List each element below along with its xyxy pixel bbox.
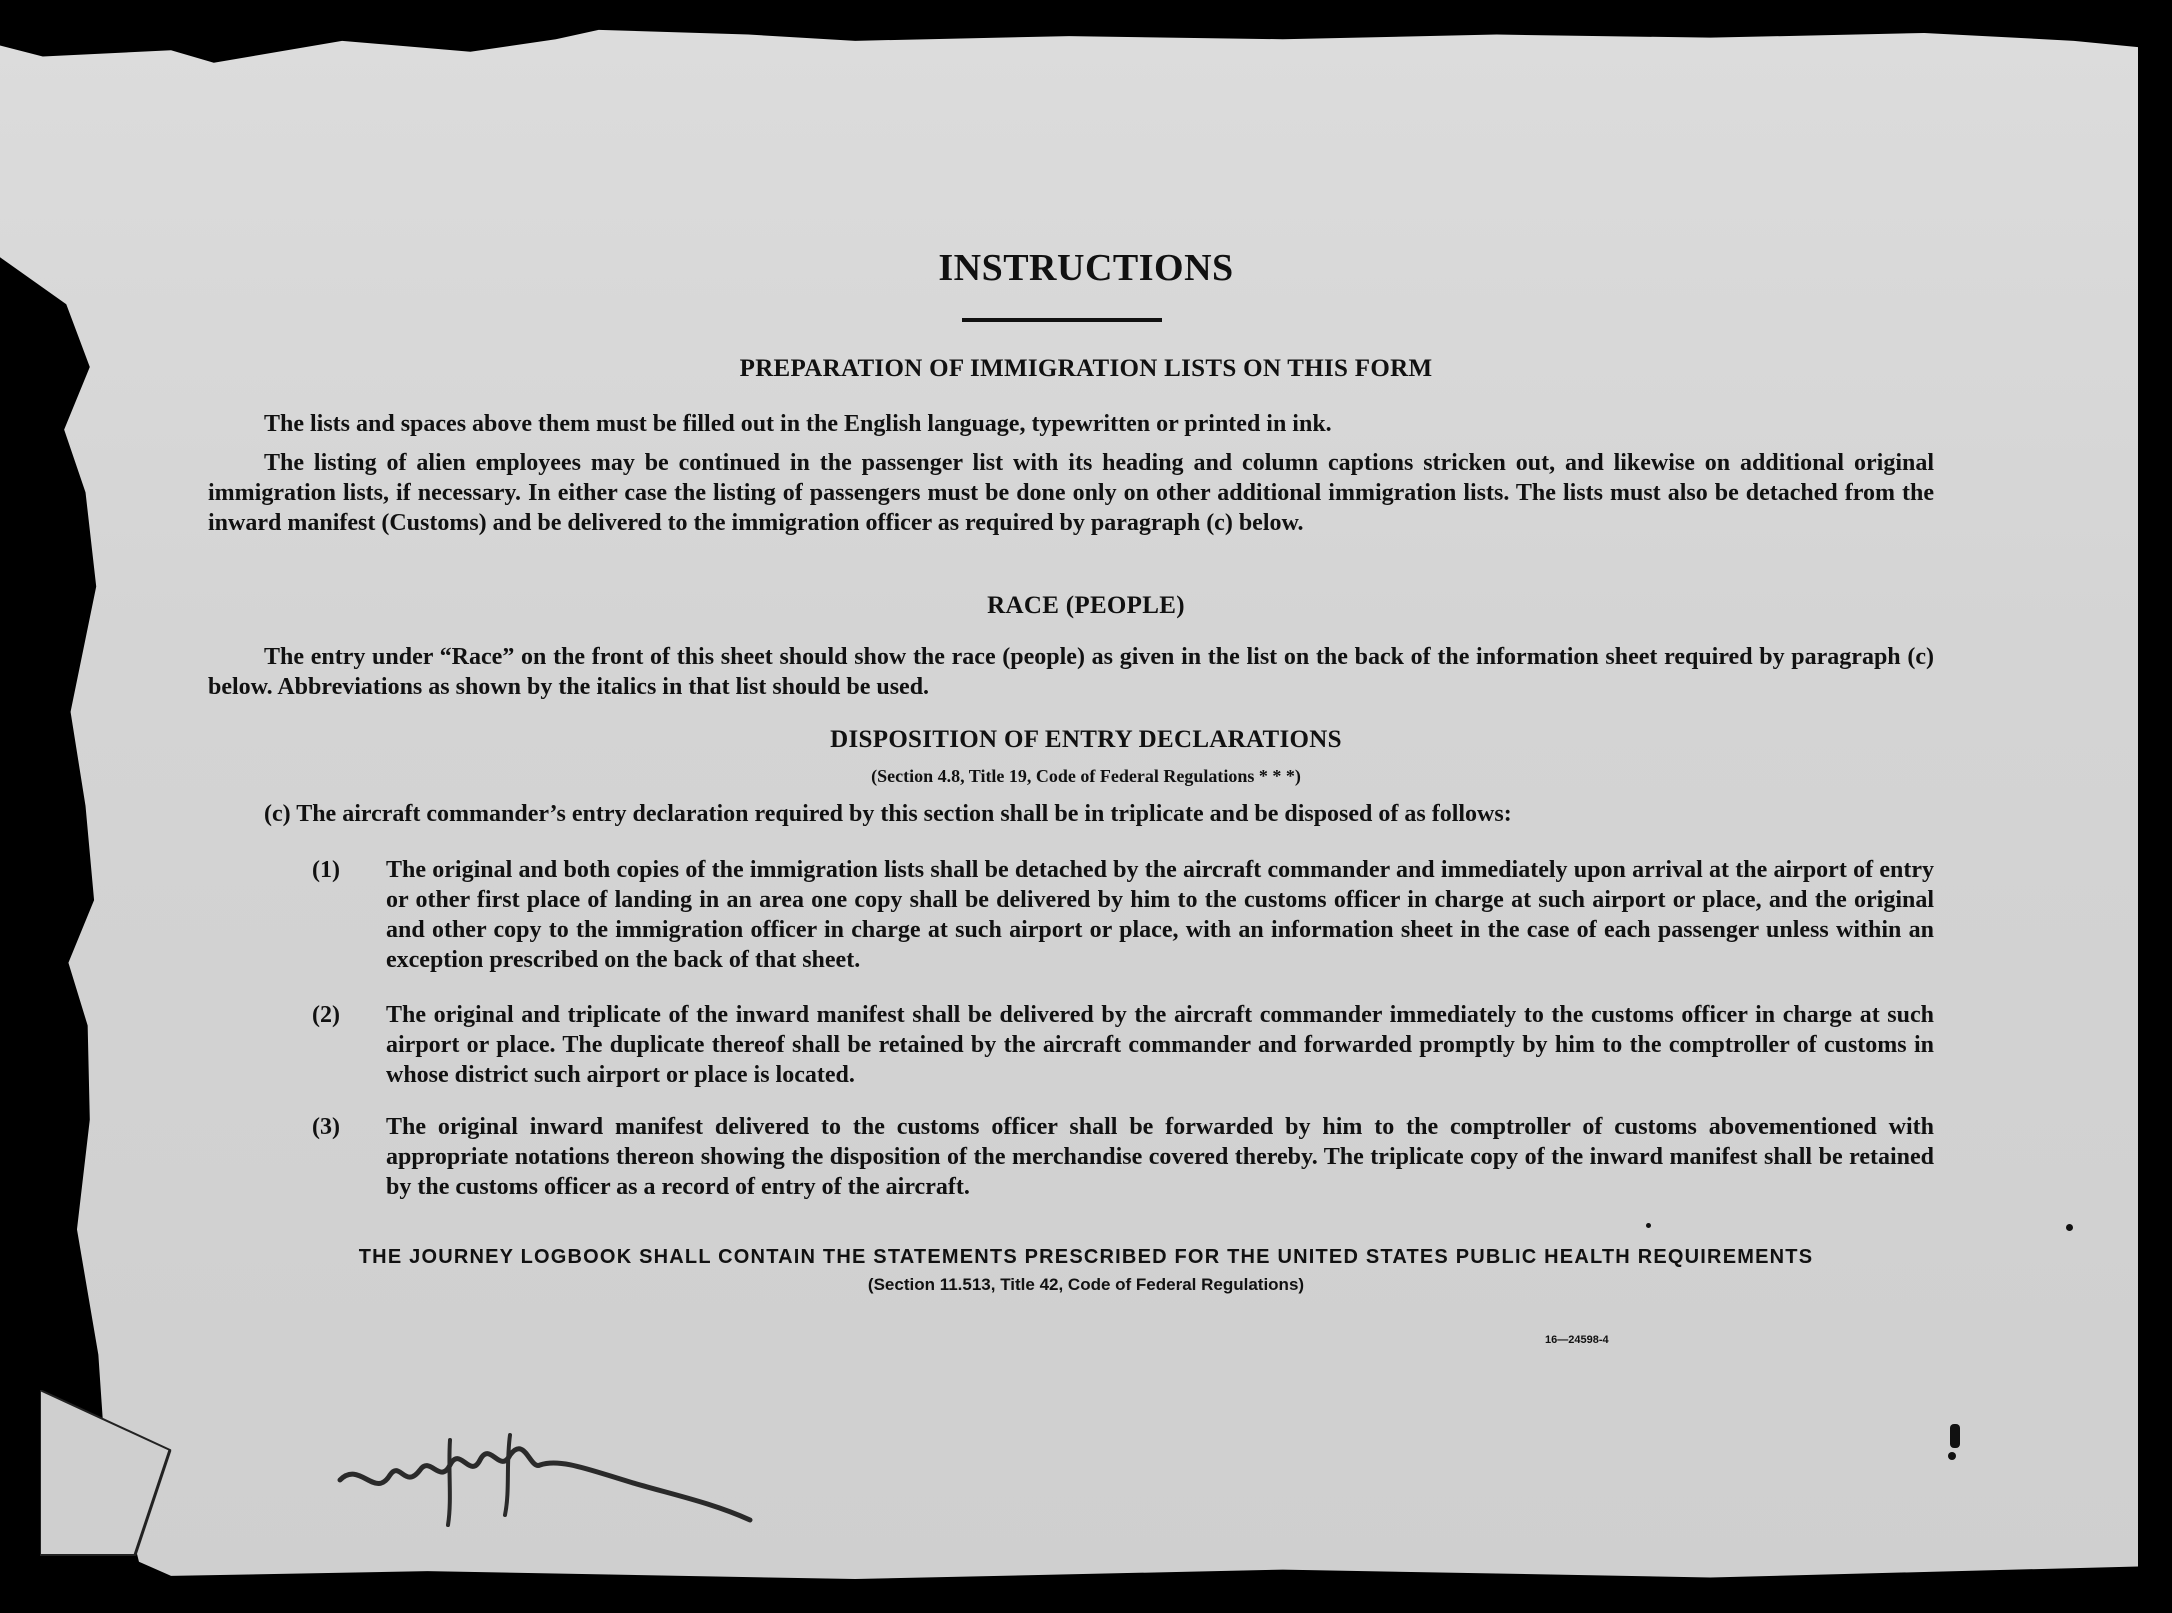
preparation-paragraph-1 xyxy=(208,409,1934,439)
list-item xyxy=(312,855,1934,975)
race-heading: RACE (PEOPLE) xyxy=(987,592,1185,619)
race-paragraph-text: The entry under “Race” on the front of this sheet should show the race (people) as given in the list on the back of the information sheet required by paragraph (c) below. Abbreviations as shown by the italics in that list should be used. xyxy=(208,644,1934,700)
disposition-heading: DISPOSITION OF ENTRY DECLARATIONS xyxy=(830,726,1342,753)
item-text: The original inward manifest delivered to the customs officer shall be forwarded by him to the comptroller of customs abovementioned with appropriate notations thereon showing the disposition of the merchandise covered thereby. The triplicate copy of the inward manifest shall be retained by the customs officer as a record of entry of the aircraft. xyxy=(386,1114,1934,1200)
disposition-citation: (Section 4.8, Title 19, Code of Federal Regulations * * *) xyxy=(871,766,1301,786)
list-item xyxy=(312,1112,1934,1202)
form-number: 16—24598-4 xyxy=(1545,1334,1609,1346)
handwritten-signature-icon xyxy=(330,1420,770,1550)
preparation-paragraph-2 xyxy=(208,448,1934,538)
preparation-paragraph-1-text: The lists and spaces above them must be filled out in the English language, typewritten or printed in ink. xyxy=(264,411,1332,437)
race-paragraph xyxy=(208,642,1934,702)
item-number: (3) xyxy=(312,1114,340,1140)
title-underline xyxy=(962,318,1162,322)
ink-speck xyxy=(2066,1224,2073,1231)
page-title: INSTRUCTIONS xyxy=(938,247,1234,289)
clause-c: (c) The aircraft commander’s entry declaration required by this section shall be in triplicate and be disposed of as follows: xyxy=(264,801,1512,827)
ink-speck xyxy=(1646,1223,1651,1228)
health-requirements-citation: (Section 11.513, Title 42, Code of Federal Regulations) xyxy=(867,1275,1305,1294)
ink-speck xyxy=(1950,1424,1960,1448)
item-number: (2) xyxy=(312,1002,340,1028)
ink-speck xyxy=(1948,1452,1956,1460)
item-number: (1) xyxy=(312,857,340,883)
item-text: The original and both copies of the immigration lists shall be detached by the aircraft commander and immediately upon arrival at the airport of entry or other first place of landing in an area one copy shall be delivered by him to the customs officer in charge at such airport or place, and the original and other copy to the immigration officer in charge at such airport or place, with an information sheet in the case of each passenger unless within an exception prescribed on the back of that sheet. xyxy=(386,857,1934,973)
item-text: The original and triplicate of the inward manifest shall be delivered by the aircraft commander immediately to the customs officer in charge at such airport or place. The duplicate thereof shall be retained by the aircraft commander and forwarded promptly by him to the comptroller of customs in whose district such airport or place is located. xyxy=(386,1002,1934,1088)
preparation-heading: PREPARATION OF IMMIGRATION LISTS ON THIS FORM xyxy=(739,355,1433,382)
list-item xyxy=(312,1000,1934,1090)
preparation-paragraph-2-text: The listing of alien employees may be continued in the passenger list with its heading and column captions stricken out, and likewise on additional original immigration lists, if necessary. In either case the listing of passengers must be done only on other additional immigration lists. The lists must also be detached from the inward manifest (Customs) and be delivered to the immigration officer as required by paragraph (c) below. xyxy=(208,450,1934,536)
health-requirements-statement: THE JOURNEY LOGBOOK SHALL CONTAIN THE STATEMENTS PRESCRIBED FOR THE UNITED STATES PUBLIC HEALTH REQUIREMENTS xyxy=(358,1246,1814,1268)
